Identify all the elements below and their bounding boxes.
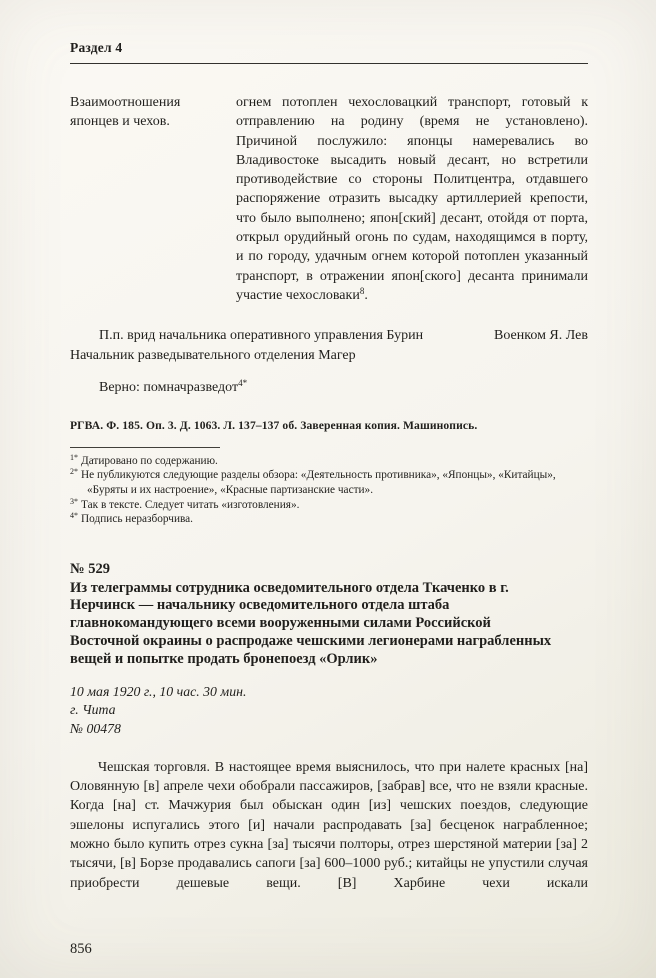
footnote-marker: 1* (70, 452, 78, 462)
header-rule (70, 63, 588, 64)
document-number: № 529 (70, 560, 110, 577)
footnote (70, 468, 588, 497)
document-body: Чешская торговля. В настоящее время выяснилось, что при налете красных [на] Оловянную [в] апреле чехи обобрали пассажиров, [забрав] все, что не взяли красные. Когда [на] ст. Мачжурия был обыскан один [из] чешских поездов, следующие эшелоны испугались этого [и] начали распродавать [за] бесценок награбленное; можно было купить отрез сукна [за] тысячи полторы, отрез шерстяной материи [за] 2 тысячи, [в] Борзе продавались сапоги [за] 600–1000 руб.; китайцы не упустили случая приобрести дешевые вещи. [В] Харбине чехи искали (70, 759, 588, 891)
signatory-left: П.п. врид начальника оперативного управления Бурин (99, 328, 424, 344)
document-529 (70, 561, 588, 893)
footnote-text: Датировано по содержанию. (81, 454, 218, 467)
document-header-lines (70, 683, 588, 738)
body-text-end: . (364, 287, 368, 303)
footnote (70, 512, 588, 527)
footnote-marker: 3* (70, 496, 78, 506)
document-id: № 00478 (70, 720, 121, 736)
document-date: 10 мая 1920 г., 10 час. 30 мин. (70, 684, 247, 700)
signature-block (70, 326, 588, 398)
footnote-text: Подпись неразборчива. (81, 513, 194, 526)
section-header: Раздел 4 (70, 40, 123, 55)
footnote-marker: 4* (70, 511, 78, 521)
signatory-right: Военком Я. Лев (494, 328, 588, 344)
footnotes-block (70, 454, 588, 527)
signature-line-1 (70, 326, 588, 346)
footnote-text: Так в тексте. Следует читать «изготовления». (81, 498, 300, 511)
margin-note: Взаимоотношения японцев и чехов. (70, 95, 181, 129)
footnote-ref: 4* (238, 378, 248, 389)
footnote-text: Не публикуются следующие разделы обзора: «Деятельность противника», «Японцы», «Китайцы», «Буряты и их настроение», «Красные партизанские части». (81, 469, 556, 496)
document-title: Из телеграммы сотрудника осведомительного отдела Ткаченко в г. Нерчинск — начальнику осведомительного отдела штаба главнокомандующего всеми вооруженными силами Российской Восточной окраины о распродаже чешскими легионерами награбленных вещей и попытке продать бронепоезд «Орлик» (70, 579, 552, 667)
certification-line (70, 378, 588, 398)
document-body-continuation (236, 93, 588, 305)
archive-reference: РГВА. Ф. 185. Оп. 3. Д. 1063. Л. 137–137 об. Заверенная копия. Машинопись. (70, 418, 478, 432)
footnote-marker: 2* (70, 467, 78, 477)
body-text: огнем потоплен чехословацкий транспорт, готовый к отправлению на родину (время не установлено). Причиной послужило: японцы намеревались во Владивостоке высадить новый десант, но встретили противодействие со стороны Политцентра, отдавшего распоряжение отразить высадку артиллерией крепости, что было выполнено; япон[ский] десант, отойдя от порта, открыл орудийный огонь по судам, находящимся в порту, и по городу, удачным огнем которой потоплен указанный транспорт, в отражении япон[ского] десанта принимали участие чехословаки (236, 95, 588, 303)
document-place: г. Чита (70, 702, 116, 718)
certification-text: Верно: помначразведот (99, 380, 239, 396)
previous-document-continuation (70, 93, 588, 305)
page-number: 856 (70, 941, 92, 957)
signature-line-2: Начальник разведывательного отделения Магер (70, 347, 356, 363)
footnote (70, 454, 588, 469)
endnote-ref: 8 (359, 285, 365, 296)
footnote-separator (70, 447, 220, 448)
footnote (70, 498, 588, 513)
